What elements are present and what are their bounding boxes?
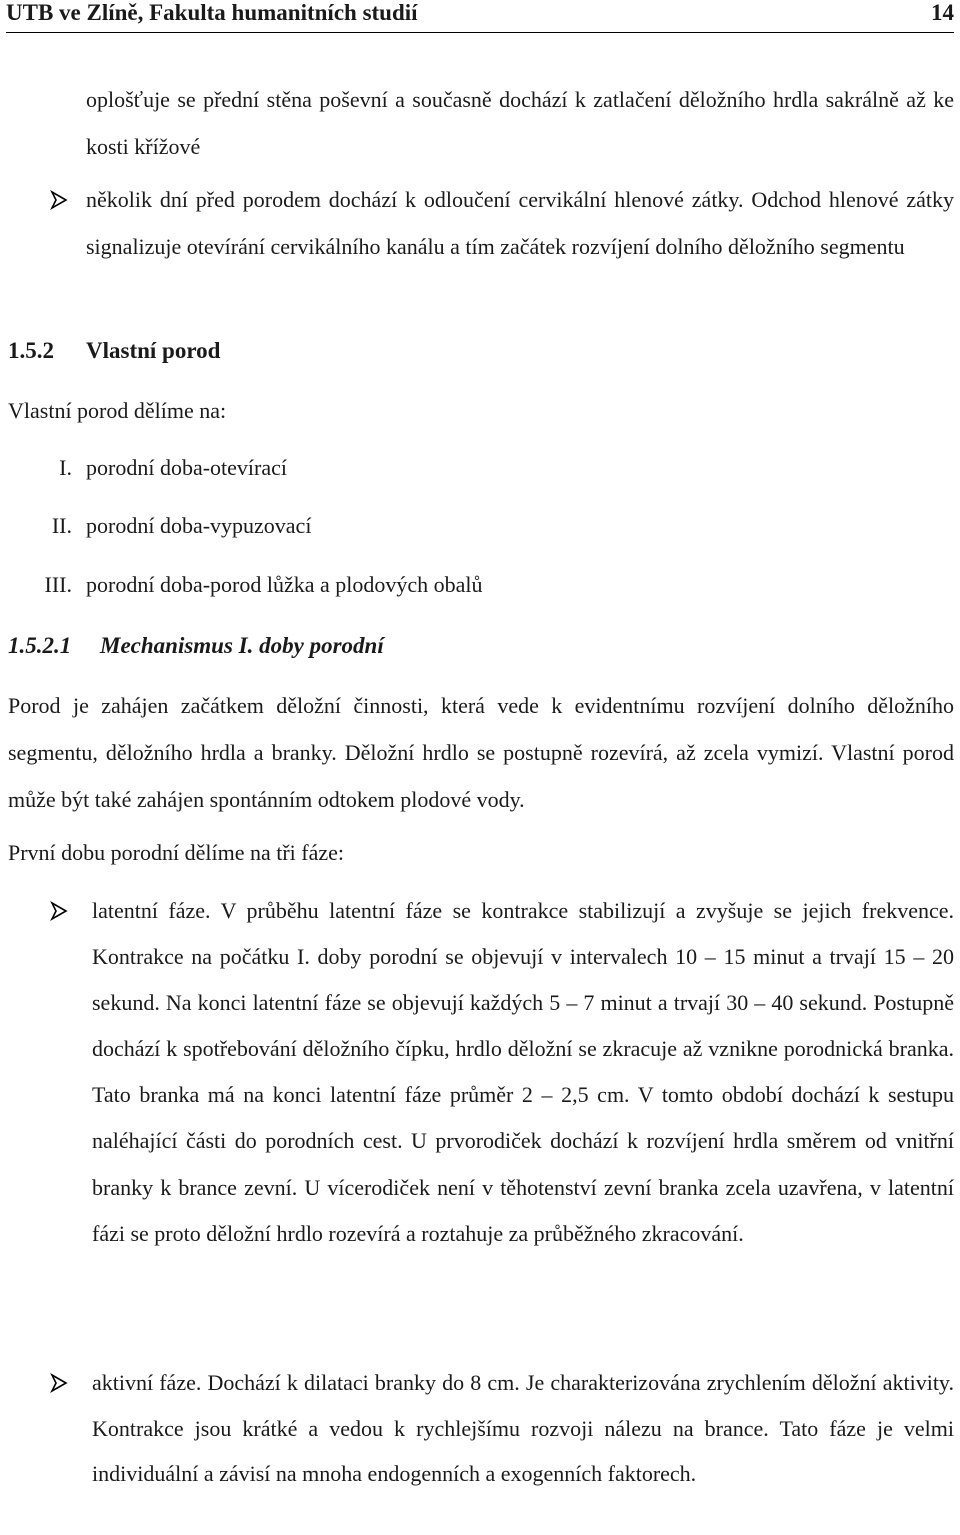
subsection-number: 1.5.2.1 [8,633,72,658]
phases-intro: První dobu porodní dělíme na tři fáze: [8,840,345,865]
section-title: Vlastní porod [86,338,221,363]
list-text: porodní doba-vypuzovací [86,513,312,538]
subsection-title: Mechanismus I. doby porodní [100,633,384,658]
list-numeral: I. [59,455,72,480]
header-title: UTB ve Zlíně, Fakulta humanitních studií [6,0,418,25]
section-intro: Vlastní porod dělíme na: [8,398,227,423]
list-numeral: III. [44,572,72,597]
subsection-heading [8,631,384,661]
arrow-bullet-icon [50,901,68,921]
page-header [6,0,954,33]
arrow-bullet-icon [50,1373,68,1393]
phase-text: aktivní fáze. Dochází k dilataci branky do 8 cm. Je charakterizována zrychlením děložní aktivity. Kontrakce jsou krátké a vedou k rychlejšímu rozvoji nálezu na brance. Tato fáze je velmi individuální a závisí na mnoha endogenních a exogenních faktorech. [92,1370,954,1487]
list-text: porodní doba-porod lůžka a plodových obalů [86,572,483,597]
list-numeral: II. [51,513,72,538]
list-text: porodní doba-otevírací [86,455,287,480]
bullet-text: několik dní před porodem dochází k odloučení cervikální hlenové zátky. Odchod hlenové zátky signalizuje otevírání cervikálního kanálu a tím začátek rozvíjení dolního děložního segmentu [86,187,954,259]
page-number: 14 [931,0,954,25]
section-heading [8,336,220,366]
body-paragraph: Porod je zahájen začátkem děložní činnosti, která vede k evidentnímu rozvíjení dolního děložního segmentu, děložního hrdla a branky. Děložní hrdlo se postupně rozevírá, až zcela vymizí. Vlastní porod může být také zahájen spontánním odtokem plodové vody. [8,693,954,812]
arrow-bullet-icon [50,190,68,210]
section-number: 1.5.2 [8,338,54,363]
phase-text: latentní fáze. V průběhu latentní fáze se kontrakce stabilizují a zvyšuje se jejich frekvence. Kontrakce na počátku I. doby porodní se objevují v intervalech 10 – 15 minut a trvají 15 – 20 sekund. Na konci latentní fáze se objevují každých 5 – 7 minut a trvají 30 – 40 sekund. Postupně dochází k spotřebování děložního čípku, hrdlo děložní se zkracuje až vznikne porodnická branka. Tato branka má na konci latentní fáze průměr 2 – 2,5 cm. V tomto období dochází k sestupu naléhající části do porodních cest. U prvorodiček dochází k rozvíjení hrdla směrem od vnitřní branky k brance zevní. U vícerodiček není v těhotenství zevní branka zcela uzavřena, v latentní fázi se proto děložní hrdlo rozevírá a roztahuje za průběžného zkracování. [92,898,954,1246]
continuation-text: oplošťuje se přední stěna poševní a současně dochází k zatlačení děložního hrdla sakrálně až ke kosti křížové [86,87,954,159]
